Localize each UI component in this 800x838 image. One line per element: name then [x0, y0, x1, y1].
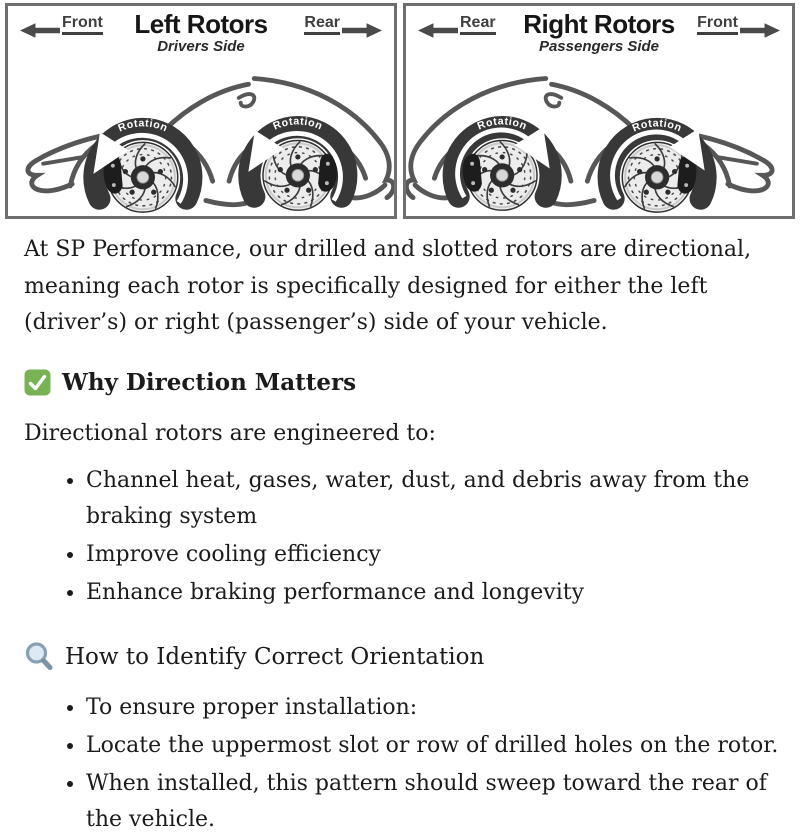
right-panel-subtitle: Passengers Side	[538, 38, 660, 56]
heading-text: Why Direction Matters	[62, 368, 357, 396]
left-panel-subtitle: Drivers Side	[157, 38, 245, 56]
heading-text: How to Identify Correct Orientation	[65, 643, 485, 670]
left-panel-title: Left Rotors	[134, 9, 268, 39]
orientation-steps-list	[24, 690, 780, 838]
intro-paragraph: At SP Performance, our drilled and slotted rotors are directional, meaning each rotor is specifically designed for either the left (driver’s) or right (passenger’s) side of your vehicle.	[24, 237, 752, 335]
rear-direction-indicator	[304, 15, 382, 39]
list-item: • Enhance braking performance and longevity	[86, 575, 780, 611]
check-mark-icon	[24, 369, 51, 396]
list-item: • Channel heat, gases, water, dust, and debris away from the braking system	[86, 463, 780, 535]
left-panel-header	[8, 6, 394, 63]
right-panel-title: Right Rotors	[523, 9, 675, 39]
benefits-list	[24, 463, 780, 611]
identify-orientation-heading	[24, 641, 780, 673]
list-item: • To ensure proper installation:	[86, 690, 780, 726]
rear-label: Rear	[304, 15, 340, 35]
rotor-direction-diagram	[5, 3, 795, 219]
lead-paragraph: Directional rotors are engineered to:	[24, 420, 436, 446]
rear-left-arrow-icon	[418, 22, 458, 39]
why-direction-matters-heading	[24, 369, 780, 396]
front-right-arrow-icon	[740, 22, 780, 39]
front-direction-indicator	[697, 15, 780, 39]
right-car-illustration	[406, 63, 792, 216]
magnifying-glass-icon	[24, 641, 54, 673]
list-item: • When installed, this pattern should sweep toward the rear of the vehicle.	[86, 766, 780, 838]
list-item: • Improve cooling efficiency	[86, 537, 780, 573]
rotation-label: Rotation	[271, 115, 325, 133]
rear-right-arrow-icon	[342, 22, 382, 39]
rotation-label: Rotation	[475, 115, 529, 133]
left-rotors-panel	[5, 3, 397, 219]
front-label: Front	[697, 15, 738, 35]
right-rotors-panel	[403, 3, 795, 219]
article-body	[0, 232, 800, 838]
list-item: • Locate the uppermost slot or row of drilled holes on the rotor.	[86, 728, 780, 764]
front-direction-indicator	[20, 15, 103, 39]
rotation-label: Rotation	[630, 117, 684, 135]
front-label: Front	[62, 15, 103, 35]
right-panel-header	[406, 6, 792, 63]
front-left-arrow-icon	[20, 22, 60, 39]
left-car-illustration	[8, 63, 394, 216]
rotation-label: Rotation	[116, 117, 170, 135]
rear-label: Rear	[460, 15, 496, 35]
rear-direction-indicator	[418, 15, 496, 39]
